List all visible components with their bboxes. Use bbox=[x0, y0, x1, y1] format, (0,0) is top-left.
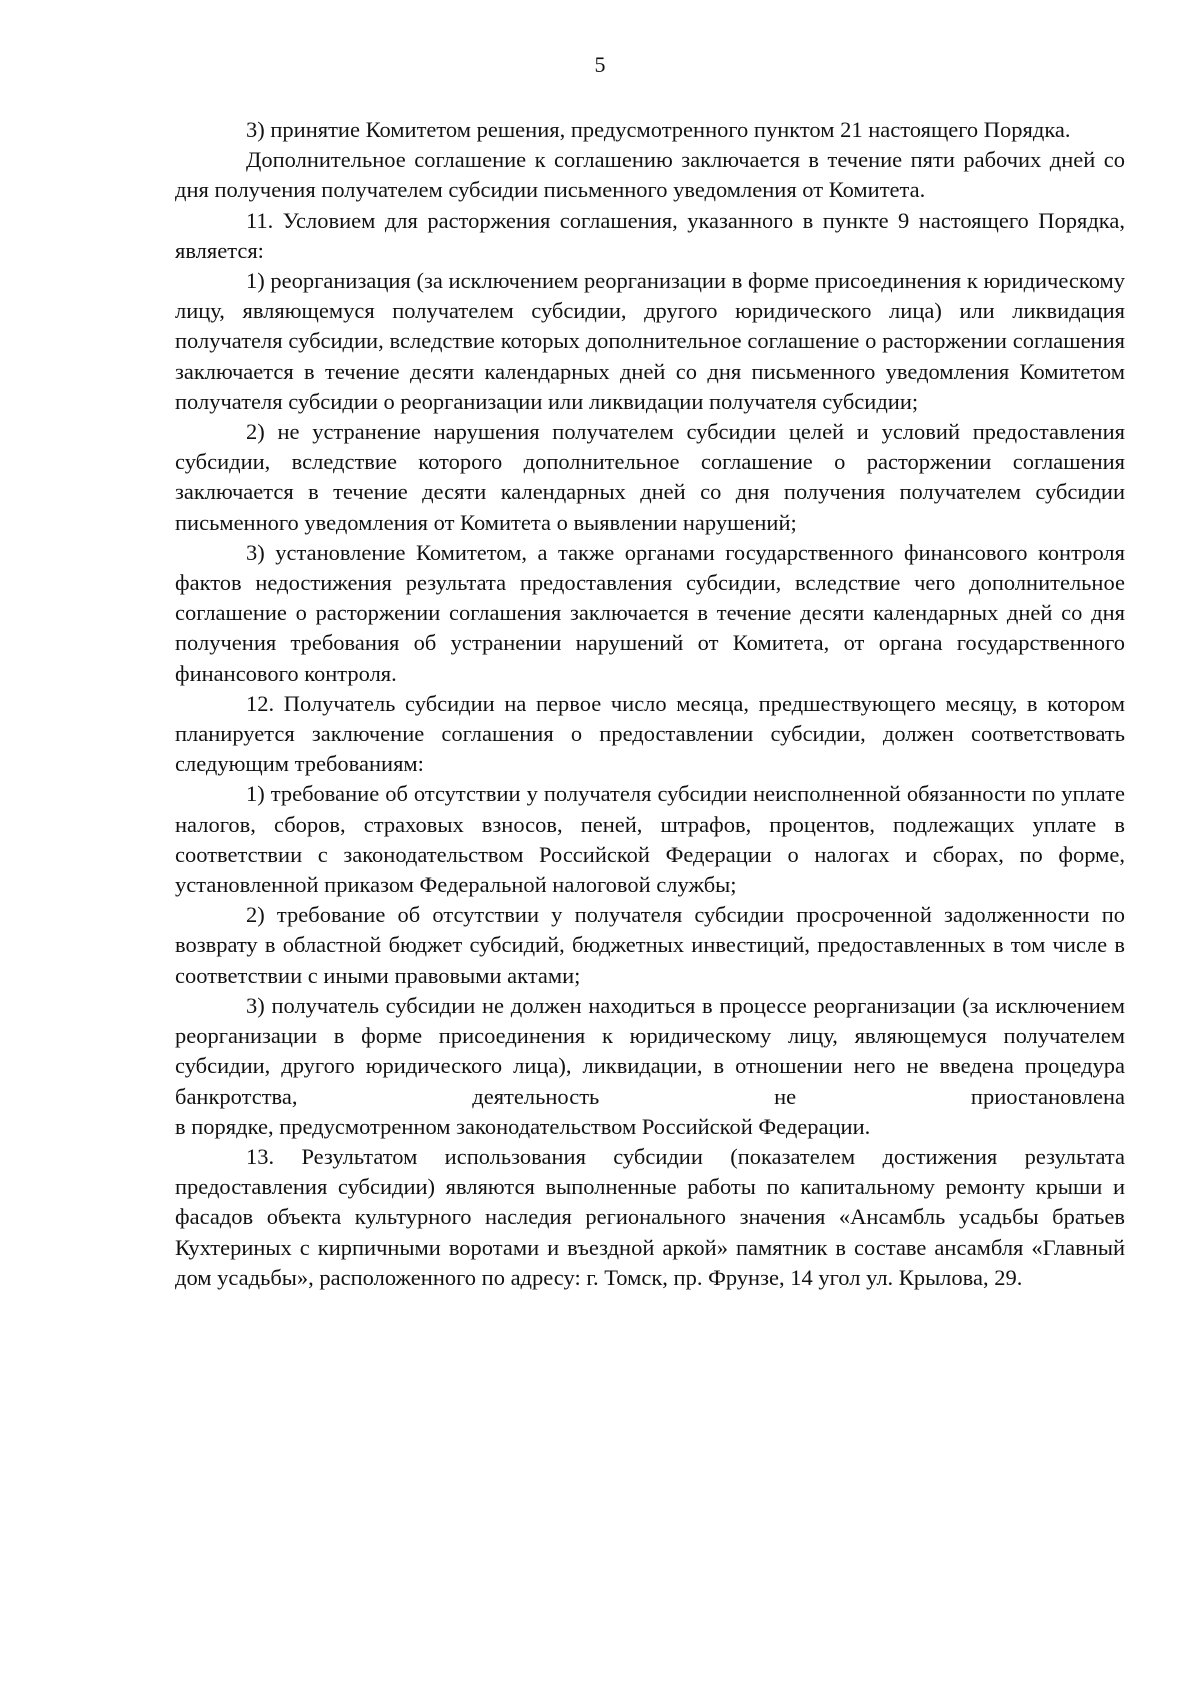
paragraph-section-12: 12. Получатель субсидии на первое число месяца, предшествующего месяцу, в котором планируется заключение соглашения о предоставлении субсидии, должен соответствовать следующим требованиям: bbox=[175, 690, 1125, 777]
paragraph-section-13: 13. Результатом использования субсидии (показателем достижения результата предоставления субсидии) являются выполненные работы по капитальному ремонту крыши и фасадов объекта культурного наследия регионального значения «Ансамбль усадьбы братьев Кухтериных с кирпичными воротами и въездной аркой» памятник в составе ансамбля «Главный дом усадьбы», расположенного по адресу: г. Томск, пр. Фрунзе, 14 угол ул. Крылова, 29. bbox=[175, 1143, 1125, 1290]
paragraph-section-11: 11. Условием для расторжения соглашения, указанного в пункте 9 настоящего Порядка, является: bbox=[175, 207, 1125, 263]
paragraph-12-item-3-continuation: в порядке, предусмотренном законодательством Российской Федерации. bbox=[175, 1113, 871, 1139]
paragraph-12-item-2: 2) требование об отсутствии у получателя субсидии просроченной задолженности по возврату в областной бюджет субсидий, бюджетных инвестиций, предоставленных в том числе в соответствии с иными правовыми актами; bbox=[175, 902, 1125, 988]
paragraph-item-3-decision: 3) принятие Комитетом решения, предусмотренного пунктом 21 настоящего Порядка. bbox=[246, 117, 1071, 142]
paragraph-11-item-3: 3) установление Комитетом, а также органами государственного финансового контроля фактов недостижения результата предоставления субсидии, вследствие чего дополнительное соглашение о расторжении соглашения заключается в течение десяти календарных дней со дня получения требования об устранении нарушений от Комитета, от органа государственного финансового контроля. bbox=[175, 539, 1125, 686]
paragraph-additional-agreement: Дополнительное соглашение к соглашению заключается в течение пяти рабочих дней со дня получения получателем субсидии письменного уведомления от Комитета. bbox=[175, 147, 1125, 203]
paragraph-12-item-3: 3) получатель субсидии не должен находиться в процессе реорганизации (за исключением реорганизации в форме присоединения к юридическому лицу, являющемуся получателем субсидии, другого юридического лица), ликвидации, в отношении него не введена процедура банкротства, деятельность не приостановлена bbox=[175, 992, 1125, 1109]
document-body bbox=[175, 115, 1125, 1293]
paragraph-11-item-1: 1) реорганизация (за исключением реорганизации в форме присоединения к юридическому лицу, являющемуся получателем субсидии, другого юридического лица) или ликвидация получателя субсидии, вследствие которых дополнительное соглашение о расторжении соглашения заключается в течение десяти календарных дней со дня письменного уведомления Комитетом получателя субсидии о реорганизации или ликвидации получателя субсидии; bbox=[175, 268, 1125, 414]
paragraph-12-item-1: 1) требование об отсутствии у получателя субсидии неисполненной обязанности по уплате налогов, сборов, страховых взносов, пеней, штрафов, процентов, подлежащих уплате в соответствии с законодательством Российской Федерации о налогах и сборах, по форме, установленной приказом Федеральной налоговой службы; bbox=[175, 781, 1125, 898]
paragraph-11-item-2: 2) не устранение нарушения получателем субсидии целей и условий предоставления субсидии, вследствие которого дополнительное соглашение о расторжении соглашения заключается в течение десяти календарных дней со дня получения получателем субсидии письменного уведомления от Комитета о выявлении нарушений; bbox=[175, 419, 1125, 535]
page-number: 5 bbox=[594, 52, 606, 77]
